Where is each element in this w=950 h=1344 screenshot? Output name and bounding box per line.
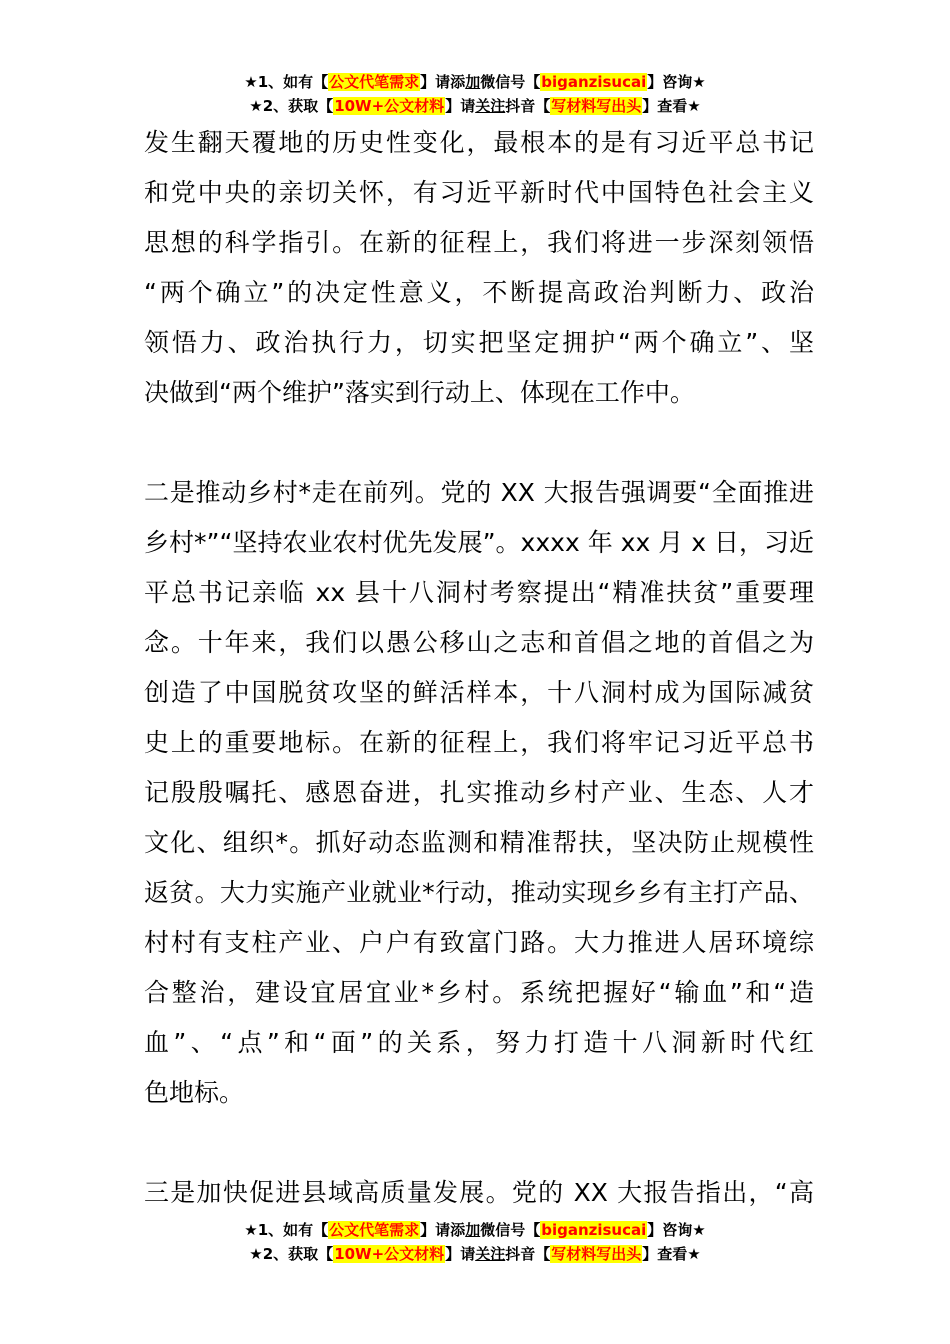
paragraph-gap	[144, 1118, 814, 1168]
banner-text: 抖音【	[505, 97, 551, 115]
banner-text: 】请	[445, 97, 476, 115]
banner-text: ★1、如有【	[244, 73, 329, 91]
banner-text: 】查看★	[642, 1245, 701, 1263]
banner-line-2	[0, 94, 950, 118]
banner-text: 】咨询★	[647, 1221, 706, 1239]
text-line: 史上的重要地标。在新的征程上，我们将牢记习近平总书	[144, 728, 814, 757]
header-banner	[0, 70, 950, 118]
paragraph-1	[144, 118, 814, 418]
text-line: 乡村*”“坚持农业农村优先发展”。xxxx 年 xx 月 x 日，习近	[144, 528, 814, 557]
paragraph-2	[144, 468, 814, 1118]
text-line: 血”、“点”和“面”的关系，努力打造十八洞新时代红	[144, 1028, 814, 1057]
highlight-materials: 10W+公文材料	[334, 1245, 445, 1263]
banner-text: 】咨询★	[647, 73, 706, 91]
paragraph-3	[144, 1168, 814, 1218]
text-line: 念。十年来，我们以愚公移山之志和首倡之地的首倡之为	[144, 628, 814, 657]
footer-banner	[0, 1218, 950, 1266]
banner-text: 】查看★	[642, 97, 701, 115]
highlight-service: 公文代笔需求	[329, 73, 420, 91]
banner-line-2	[0, 1242, 950, 1266]
banner-text: 】请	[445, 1245, 476, 1263]
highlight-douyin: 写材料写出头	[551, 1245, 642, 1263]
banner-text: ★2、获取【	[249, 97, 334, 115]
banner-text: 】请添	[420, 1221, 466, 1239]
text-line: 记殷殷嘱托、感恩奋进，扎实推动乡村产业、生态、人才	[144, 778, 814, 807]
banner-line-1	[0, 1218, 950, 1242]
banner-text-underlined: 关注	[475, 1245, 506, 1263]
highlight-materials: 10W+公文材料	[334, 97, 445, 115]
banner-text: 微信号【	[480, 73, 541, 91]
text-line: 二是推动乡村*走在前列。党的 XX 大报告强调要“全面推进	[144, 478, 814, 507]
banner-text: 微信号【	[480, 1221, 541, 1239]
highlight-wechat-id: biganzisucai	[541, 73, 647, 91]
text-line: 三是加快促进县域高质量发展。党的 XX 大报告指出，“高	[144, 1178, 814, 1207]
text-line: 思想的科学指引。在新的征程上，我们将进一步深刻领悟	[144, 228, 814, 257]
banner-text: 】请添	[420, 73, 466, 91]
banner-text: ★2、获取【	[249, 1245, 334, 1263]
text-line: 领悟力、政治执行力，切实把坚定拥护“两个确立”、坚	[144, 328, 814, 357]
paragraph-gap	[144, 418, 814, 468]
highlight-wechat-id: biganzisucai	[541, 1221, 647, 1239]
banner-text-underlined: 关注	[475, 97, 506, 115]
text-line: 色地标。	[144, 1078, 245, 1107]
text-line: 决做到“两个维护”落实到行动上、体现在工作中。	[144, 378, 695, 407]
text-line: 村村有支柱产业、户户有致富门路。大力推进人居环境综	[144, 928, 814, 957]
text-line: 发生翻天覆地的历史性变化，最根本的是有习近平总书记	[144, 128, 814, 157]
banner-text-underlined: 加	[465, 1221, 481, 1239]
banner-line-1	[0, 70, 950, 94]
text-line: 文化、组织*。抓好动态监测和精准帮扶，坚决防止规模性	[144, 828, 814, 857]
banner-text: 抖音【	[505, 1245, 551, 1263]
document-body	[144, 118, 814, 1218]
text-line: 创造了中国脱贫攻坚的鲜活样本，十八洞村成为国际减贫	[144, 678, 814, 707]
banner-text-underlined: 加	[465, 73, 481, 91]
text-line: 和党中央的亲切关怀，有习近平新时代中国特色社会主义	[144, 178, 814, 207]
text-line: 返贫。大力实施产业就业*行动，推动实现乡乡有主打产品、	[144, 878, 814, 907]
highlight-service: 公文代笔需求	[329, 1221, 420, 1239]
highlight-douyin: 写材料写出头	[551, 97, 642, 115]
text-line: 平总书记亲临 xx 县十八洞村考察提出“精准扶贫”重要理	[144, 578, 814, 607]
banner-text: ★1、如有【	[244, 1221, 329, 1239]
text-line: 合整治，建设宜居宜业*乡村。系统把握好“输血”和“造	[144, 978, 814, 1007]
text-line: “两个确立”的决定性意义，不断提高政治判断力、政治	[144, 278, 814, 307]
